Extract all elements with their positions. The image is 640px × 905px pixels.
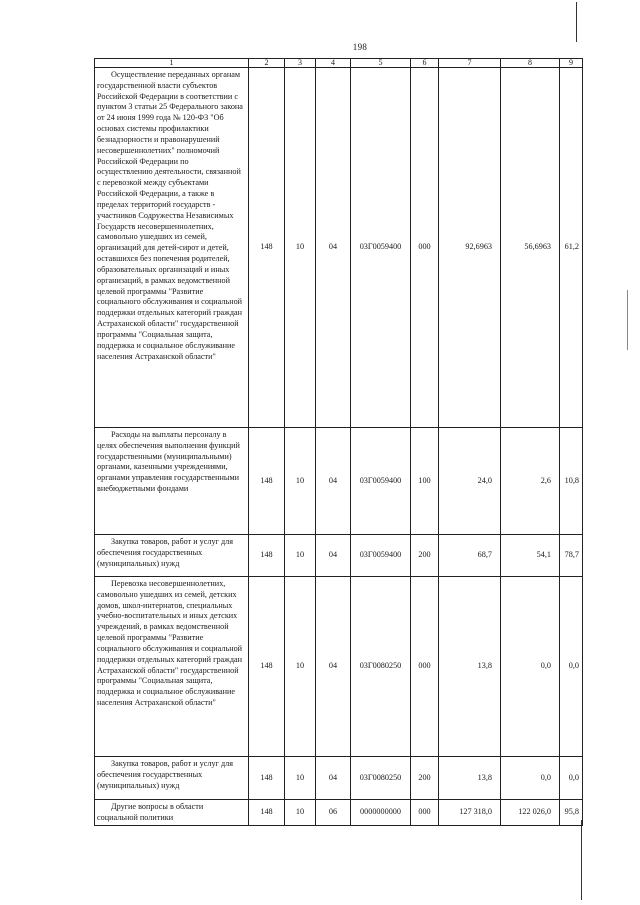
row-description-text: Закупка товаров, работ и услуг для обеспечения государственных (муниципальных) нужд	[97, 759, 233, 790]
table-row	[95, 535, 583, 577]
row-description-text: Расходы на выплаты персоналу в целях обеспечения выполнения функций государственными (муниципальными) органами, казенными учреждениями, органами управления государственными внебюджетными фондами	[97, 430, 240, 494]
row-description	[95, 577, 249, 757]
cell-target-article: 03Г0080250	[351, 577, 411, 757]
column-header: 3	[285, 59, 316, 68]
cell-expense-type: 000	[411, 577, 439, 757]
cell-expense-type: 200	[411, 757, 439, 800]
cell-planned: 24,0	[439, 428, 501, 535]
cell-executed: 0,0	[501, 577, 560, 757]
table-row	[95, 757, 583, 800]
column-header: 7	[439, 59, 501, 68]
cell-ministry-code: 148	[249, 428, 285, 535]
column-header: 9	[560, 59, 583, 68]
cell-expense-type: 100	[411, 428, 439, 535]
row-description	[95, 757, 249, 800]
cell-subsection: 04	[316, 535, 351, 577]
scan-artifact-line-top	[576, 2, 577, 42]
cell-target-article: 03Г0080250	[351, 757, 411, 800]
column-header: 2	[249, 59, 285, 68]
cell-section: 10	[285, 428, 316, 535]
cell-planned: 127 318,0	[439, 800, 501, 826]
row-description	[95, 428, 249, 535]
cell-section: 10	[285, 757, 316, 800]
cell-ministry-code: 148	[249, 535, 285, 577]
column-header: 6	[411, 59, 439, 68]
cell-percent: 95,8	[560, 800, 583, 826]
column-header: 8	[501, 59, 560, 68]
row-description-text: Перевозка несовершеннолетних, самовольно ушедших из семей, детских домов, школ-интернатов, специальных учебно-воспитательных и иных детских учреждений, в рамках ведомственной целевой программы "Развитие социального обслуживания и социальной поддержки отдельных категорий граждан Астраханской области" государственной программы "Социальная защита, поддержка и социальное обслуживание населения Астраханской области"	[97, 579, 243, 708]
cell-target-article: 03Г0059400	[351, 68, 411, 428]
table-header-row	[95, 59, 583, 68]
cell-expense-type: 000	[411, 68, 439, 428]
page-number: 198	[352, 42, 368, 52]
cell-planned: 92,6963	[439, 68, 501, 428]
cell-executed: 54,1	[501, 535, 560, 577]
cell-executed: 0,0	[501, 757, 560, 800]
cell-expense-type: 200	[411, 535, 439, 577]
row-description	[95, 800, 249, 826]
cell-percent: 61,2	[560, 68, 583, 428]
row-description-text: Другие вопросы в области социальной политики	[97, 802, 204, 822]
table-row	[95, 428, 583, 535]
row-description-text: Закупка товаров, работ и услуг для обеспечения государственных (муниципальных) нужд	[97, 537, 233, 568]
cell-percent: 10,8	[560, 428, 583, 535]
cell-section: 10	[285, 535, 316, 577]
scan-artifact-line-mid	[627, 290, 628, 350]
table-row	[95, 800, 583, 826]
cell-subsection: 04	[316, 428, 351, 535]
cell-planned: 13,8	[439, 577, 501, 757]
cell-section: 10	[285, 577, 316, 757]
cell-ministry-code: 148	[249, 800, 285, 826]
row-description	[95, 535, 249, 577]
cell-executed: 56,6963	[501, 68, 560, 428]
cell-subsection: 04	[316, 757, 351, 800]
column-header: 1	[95, 59, 249, 68]
cell-executed: 122 026,0	[501, 800, 560, 826]
cell-ministry-code: 148	[249, 577, 285, 757]
scan-artifact-line-right	[581, 820, 582, 900]
budget-table	[94, 58, 583, 826]
cell-percent: 0,0	[560, 577, 583, 757]
cell-target-article: 03Г0059400	[351, 428, 411, 535]
cell-percent: 78,7	[560, 535, 583, 577]
cell-section: 10	[285, 800, 316, 826]
cell-target-article: 03Г0059400	[351, 535, 411, 577]
cell-ministry-code: 148	[249, 68, 285, 428]
cell-subsection: 04	[316, 577, 351, 757]
table-row	[95, 577, 583, 757]
table-row	[95, 68, 583, 428]
cell-planned: 13,8	[439, 757, 501, 800]
cell-section: 10	[285, 68, 316, 428]
row-description	[95, 68, 249, 428]
cell-ministry-code: 148	[249, 757, 285, 800]
cell-subsection: 04	[316, 68, 351, 428]
cell-executed: 2,6	[501, 428, 560, 535]
cell-expense-type: 000	[411, 800, 439, 826]
column-header: 4	[316, 59, 351, 68]
cell-subsection: 06	[316, 800, 351, 826]
cell-percent: 0,0	[560, 757, 583, 800]
cell-target-article: 0000000000	[351, 800, 411, 826]
row-description-text: Осуществление переданных органам государственной власти субъектов Российской Федерации в соответствии с пунктом 3 статьи 25 Федерального закона от 24 июня 1999 года № 120-ФЗ "Об основах системы профилактики безнадзорности и правонарушений несовершеннолетних" полномочий Российской Федерации по осуществлению деятельности, связанной с перевозкой между субъектами Российской Федерации, а также в пределах территорий государств - участников Содружества Независимых Государств несовершеннолетних, самовольно ушедших из семей, организаций для детей-сирот и детей, оставшихся без попечения родителей, образовательных организаций и иных организаций, в рамках ведомственной целевой программы "Развитие социального обслуживания и социальной поддержки отдельных категорий граждан Астраханской области" государственной программы "Социальная защита, поддержка и социальное обслуживание населения Астраханской области"	[97, 70, 243, 361]
column-header: 5	[351, 59, 411, 68]
cell-planned: 68,7	[439, 535, 501, 577]
